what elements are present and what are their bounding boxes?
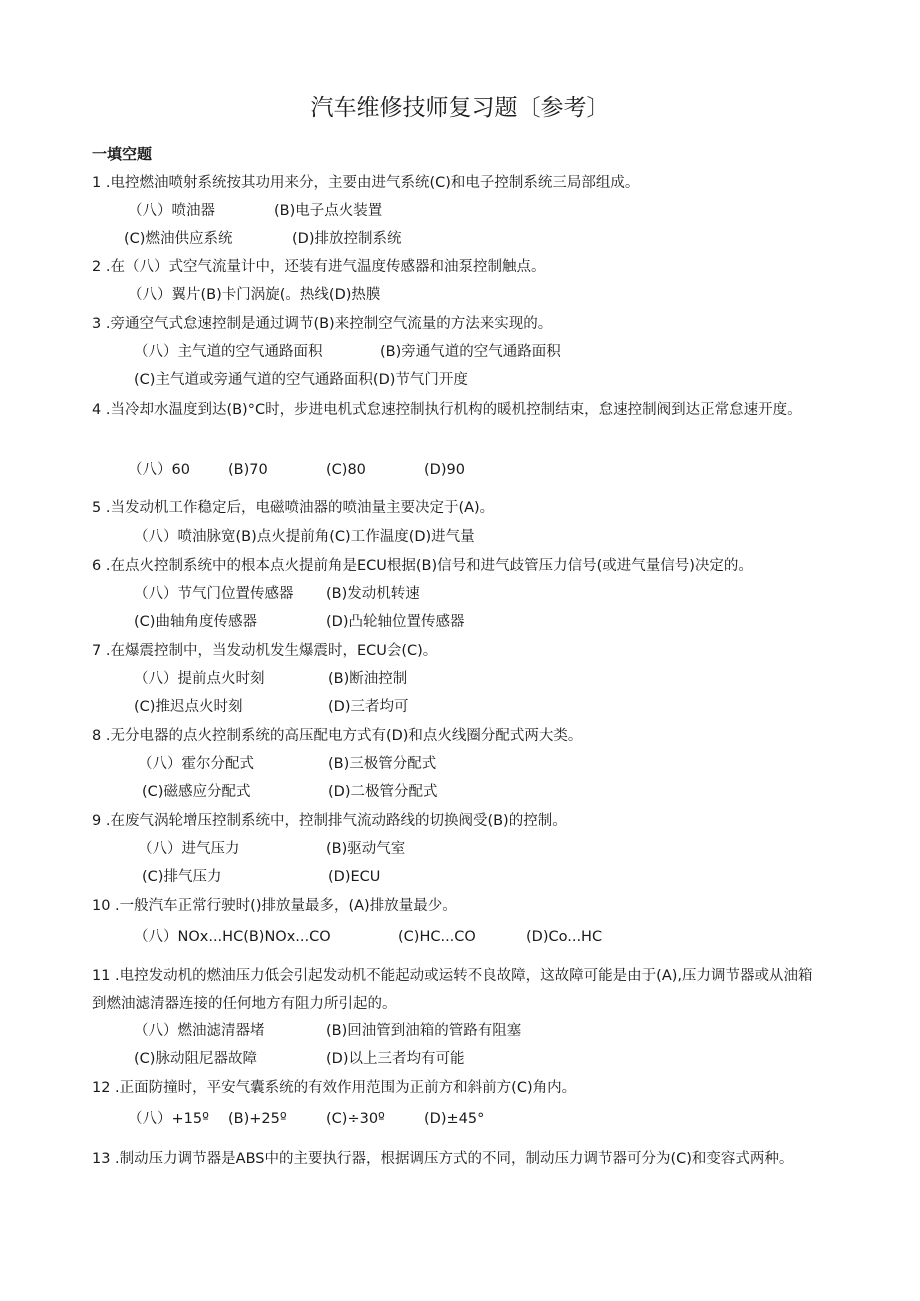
q2-options: （八）翼片(B)卡门涡旋(。热线(D)热膜: [128, 287, 381, 303]
q12-option-b: (B)+25º: [228, 1111, 287, 1127]
question-4: 4 .当冷却水温度到达(B)°C时，步进电机式怠速控制执行机构的暖机控制结束，怠速控制阀到达正常怠速开度。: [92, 402, 802, 418]
question-10: 10 .一般汽车正常行驶时()排放量最多，(A)排放量最少。: [92, 898, 457, 914]
q9-option-d: (D)ECU: [328, 869, 381, 885]
q4-option-a: （八）60: [128, 462, 190, 478]
question-6: 6 .在点火控制系统中的根本点火提前角是ECU根据(B)信号和进气歧管压力信号(或进气量信号)决定的。: [92, 558, 753, 574]
q7-option-a: （八）提前点火时刻: [134, 671, 265, 687]
q7-option-d: (D)三者均可: [328, 699, 409, 715]
q9-option-c: (C)排气压力: [142, 869, 222, 885]
q6-option-b: (B)发动机转速: [326, 586, 420, 602]
q3-option-cd: (C)主气道或旁通气道的空气通路面积(D)节气门开度: [134, 372, 468, 388]
q4-option-d: (D)90: [424, 462, 465, 478]
q10-option-d: (D)Co...HC: [526, 929, 603, 945]
q4-option-c: (C)80: [326, 462, 366, 478]
question-11: 11 .电控发动机的燃油压力低会引起发动机不能起动或运转不良故障，这故障可能是由于(A),压力调节器或从油箱到燃油滤清器连接的任何地方有阻力所引起的。: [92, 968, 813, 1012]
question-5: 5 .当发动机工作稳定后，电磁喷油器的喷油量主要决定于(A)。: [92, 500, 495, 516]
q11-option-b: (B)回油管到油箱的管路有阻塞: [326, 1023, 522, 1039]
q1-option-a: （八）喷油器: [128, 203, 215, 219]
q12-option-d: (D)±45°: [424, 1111, 485, 1127]
q11-option-c: (C)脉动阻尼器故障: [134, 1051, 257, 1067]
q1-option-d: (D)排放控制系统: [292, 231, 402, 247]
q10-option-c: (C)HC...CO: [398, 929, 476, 945]
q12-option-a: （八）+15º: [128, 1111, 209, 1127]
q3-option-a: （八）主气道的空气通路面积: [134, 344, 323, 360]
question-2: 2 .在（八）式空气流量计中，还装有进气温度传感器和油泵控制触点。: [92, 259, 546, 275]
q12-option-c: (C)÷30º: [326, 1111, 385, 1127]
question-8: 8 .无分电器的点火控制系统的高压配电方式有(D)和点火线圈分配式两大类。: [92, 728, 583, 744]
q1-option-b: (B)电子点火装置: [274, 203, 383, 219]
question-9: 9 .在废气涡轮增压控制系统中，控制排气流动路线的切换阀受(B)的控制。: [92, 813, 567, 829]
q7-option-b: (B)断油控制: [328, 671, 408, 687]
q11-option-a: （八）燃油滤清器堵: [134, 1023, 265, 1039]
question-7: 7 .在爆震控制中，当发动机发生爆震时，ECU会(C)。: [92, 643, 438, 659]
question-13: 13 .制动压力调节器是ABS中的主要执行器，根据调压方式的不同，制动压力调节器可分为(C)和变容式两种。: [92, 1151, 794, 1167]
document-title: 汽车维修技师复习题〔参考〕: [310, 95, 610, 121]
q8-option-c: (C)磁感应分配式: [142, 784, 251, 800]
q9-option-b: (B)驱动气室: [326, 841, 406, 857]
section-heading: 一填空题: [92, 145, 153, 163]
question-3: 3 .旁通空气式怠速控制是通过调节(B)来控制空气流量的方法来实现的。: [92, 316, 553, 332]
q6-option-c: (C)曲轴角度传感器: [134, 614, 257, 630]
q6-option-d: (D)凸轮轴位置传感器: [326, 614, 465, 630]
q8-option-a: （八）霍尔分配式: [138, 756, 254, 772]
q1-option-c: (C)燃油供应系统: [124, 231, 233, 247]
question-1: 1 .电控燃油喷射系统按其功用来分，主要由进气系统(C)和电子控制系统三局部组成。: [92, 175, 640, 191]
q4-option-b: (B)70: [228, 462, 268, 478]
q10-option-ab: （八）NOx...HC(B)NOx...CO: [134, 929, 331, 945]
q11-option-d: (D)以上三者均有可能: [326, 1051, 465, 1067]
q8-option-b: (B)三极管分配式: [328, 756, 437, 772]
q8-option-d: (D)二极管分配式: [328, 784, 438, 800]
q9-option-a: （八）进气压力: [138, 841, 240, 857]
q7-option-c: (C)推迟点火时刻: [134, 699, 243, 715]
q3-option-b: (B)旁通气道的空气通路面积: [380, 344, 561, 360]
question-12: 12 .正面防撞时，平安气囊系统的有效作用范围为正前方和斜前方(C)角内。: [92, 1080, 577, 1096]
q6-option-a: （八）节气门位置传感器: [134, 586, 294, 602]
q5-options: （八）喷油脉宽(B)点火提前角(C)工作温度(D)进气量: [134, 529, 475, 545]
